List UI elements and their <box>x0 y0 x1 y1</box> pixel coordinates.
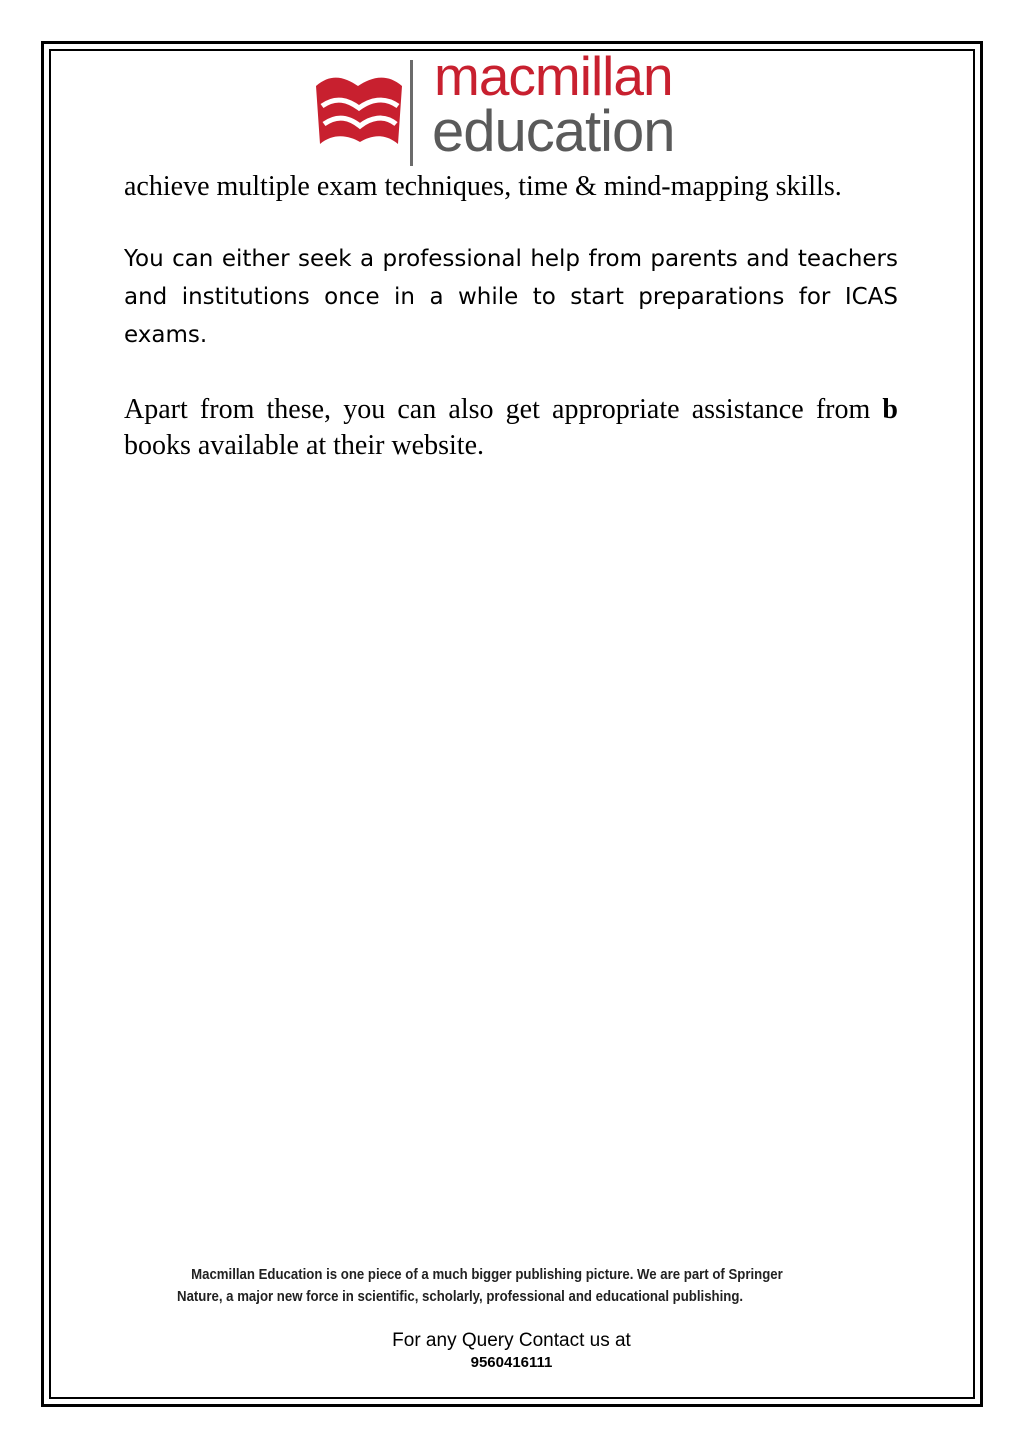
logo-word-education: education <box>432 99 675 164</box>
paragraph-professional-help: You can either seek a professional help from parents and teachers and institutions once in a while to start preparations for ICAS exams. <box>124 246 898 348</box>
contact-label: For any Query Contact us at <box>392 1330 631 1351</box>
footer-contact <box>0 1330 1023 1371</box>
macmillan-flag-icon <box>314 66 404 150</box>
logo-divider <box>410 60 413 166</box>
logo-word-macmillan: macmillan <box>434 45 673 107</box>
footer-note-line2: Nature, a major new force in scientific, scholarly, professional and educational publishing. <box>177 1288 744 1305</box>
footer-note-line1: Macmillan Education is one piece of a much bigger publishing picture. We are part of Springer <box>191 1266 783 1283</box>
paragraph-assistance-start: Apart from these, you can also get appropriate assistance from <box>124 394 883 425</box>
paragraph-assistance-bold: b <box>882 394 898 425</box>
macmillan-education-logo <box>314 45 714 170</box>
paragraph-exam-techniques: achieve multiple exam techniques, time & mind-mapping skills. <box>124 171 842 202</box>
footer-publishing-note <box>170 1264 900 1308</box>
paragraph-assistance-end: books available at their website. <box>124 430 484 461</box>
paragraph-assistance <box>124 392 898 464</box>
contact-phone-number: 9560416111 <box>470 1354 553 1371</box>
